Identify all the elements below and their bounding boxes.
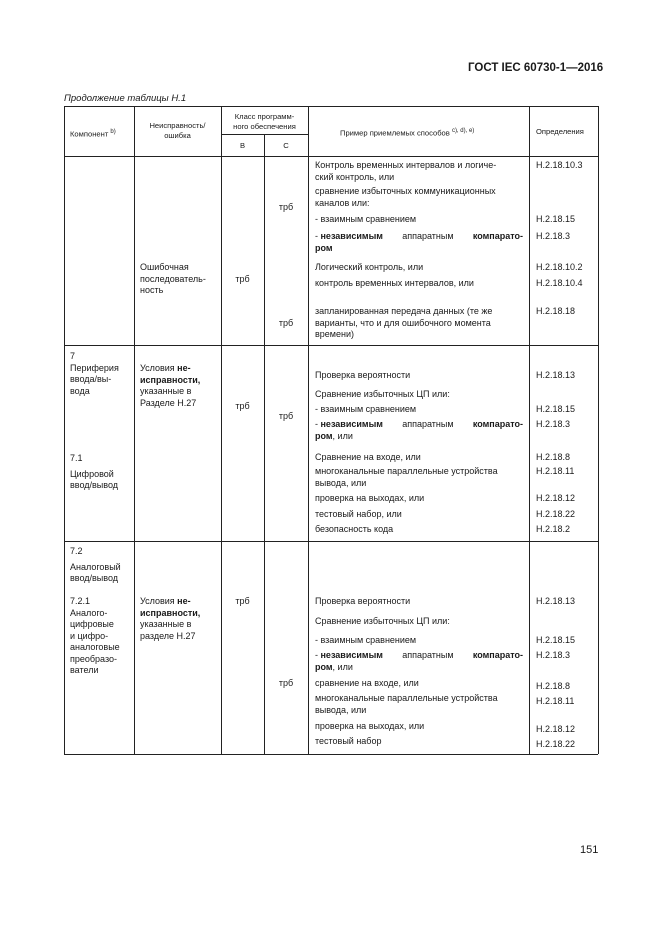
col-header-class-b: B bbox=[239, 141, 246, 150]
block3-example-1: Проверка вероятности bbox=[315, 596, 411, 606]
block2-def-5: Н.2.18.11 bbox=[536, 466, 575, 476]
block2-example-4: - независимым аппаратным компарато- ром, или bbox=[315, 419, 523, 441]
block3-def-2: Н.2.18.15 bbox=[536, 635, 576, 645]
block2-example-5: Сравнение на входе, или bbox=[315, 452, 421, 462]
block2-class-b: трб bbox=[235, 401, 250, 411]
block3-component: 7.2 Аналоговый ввод/вывод bbox=[70, 546, 121, 583]
block1-example-5: Логический контроль, или bbox=[315, 262, 424, 272]
block2-def-6: Н.2.18.12 bbox=[536, 493, 576, 503]
block1-class-c-2: трб bbox=[278, 318, 294, 328]
block2-fault: Условия не- исправности, указанные в Разделе Н.27 bbox=[140, 363, 201, 408]
block1-def-3: Н.2.18.3 bbox=[536, 231, 571, 241]
block2-def-2: Н.2.18.15 bbox=[536, 404, 576, 414]
col-header-class: Класс программ- ного обеспечения bbox=[233, 112, 296, 131]
block2-example-8: тестовый набор, или bbox=[315, 509, 402, 519]
block2-example-2: Сравнение избыточных ЦП или: bbox=[315, 389, 450, 399]
block1-def-4: Н.2.18.10.2 bbox=[536, 262, 583, 272]
block3-example-8: тестовый набор bbox=[315, 736, 382, 746]
block1-def-5: Н.2.18.10.4 bbox=[536, 278, 583, 288]
block2-def-3: Н.2.18.3 bbox=[536, 419, 571, 429]
block2-subcomponent: 7.1 Цифровой ввод/вывод bbox=[70, 453, 119, 490]
block2-example-9: безопасность кода bbox=[315, 524, 394, 534]
table-caption: Продолжение таблицы Н.1 bbox=[64, 93, 187, 104]
block1-example-4: - независимым аппаратным компарато- ром bbox=[315, 231, 523, 253]
block3-example-4: - независимым аппаратным компарато- ром, или bbox=[315, 650, 523, 672]
block2-example-7: проверка на выходах, или bbox=[315, 493, 425, 503]
standard-header: ГОСТ IEC 60730-1—2016 bbox=[468, 62, 604, 74]
block3-example-7: проверка на выходах, или bbox=[315, 721, 425, 731]
block1-class-b: трб bbox=[235, 274, 250, 284]
block3-def-5: Н.2.18.11 bbox=[536, 696, 575, 706]
block1-example-1: Контроль временных интервалов и логиче- ский контроль, или bbox=[315, 160, 497, 182]
block2-example-3: - взаимным сравнением bbox=[315, 404, 417, 414]
block3-class-b: трб bbox=[235, 596, 250, 606]
block2-def-1: Н.2.18.13 bbox=[536, 370, 576, 380]
block3-example-2: Сравнение избыточных ЦП или: bbox=[315, 616, 450, 626]
block1-fault: Ошибочная последователь- ность bbox=[140, 262, 206, 295]
col-header-fault: Неисправность/ ошибка bbox=[149, 121, 206, 140]
col-header-definitions: Определения bbox=[536, 127, 584, 136]
block2-def-7: Н.2.18.22 bbox=[536, 509, 576, 519]
block1-class-c-1: трб bbox=[278, 202, 294, 212]
block2-def-8: Н.2.18.2 bbox=[536, 524, 571, 534]
block1-def-1: Н.2.18.10.3 bbox=[536, 160, 583, 170]
block2-example-1: Проверка вероятности bbox=[315, 370, 411, 380]
block3-example-6: многоканальные параллельные устройства вывода, или bbox=[315, 693, 498, 715]
block3-def-3: Н.2.18.3 bbox=[536, 650, 571, 660]
block3-example-3: - взаимным сравнением bbox=[315, 635, 417, 645]
block3-def-6: Н.2.18.12 bbox=[536, 724, 576, 734]
block3-def-4: Н.2.18.8 bbox=[536, 681, 571, 691]
col-header-component: Компонент $^{b)}$ bbox=[70, 129, 116, 139]
block3-subcomponent: 7.2.1 Аналого- цифровые и цифро- аналоговые преобразо- ватели bbox=[70, 596, 120, 675]
block1-example-7: запланированная передача данных (те же варианты, что и для ошибочного момента времени) bbox=[315, 306, 493, 339]
block1-def-6: Н.2.18.18 bbox=[536, 306, 576, 316]
block3-example-5: сравнение на входе, или bbox=[315, 678, 419, 688]
block3-class-c: трб bbox=[278, 678, 294, 688]
block1-example-2: сравнение избыточных коммуникационных каналов или: bbox=[315, 186, 496, 208]
block3-def-1: Н.2.18.13 bbox=[536, 596, 576, 606]
block2-component: 7 Периферия ввода/вы- вода bbox=[70, 351, 119, 396]
col-header-example: Пример приемлемых способов $^{c), d), e)}$ bbox=[340, 128, 475, 138]
block2-example-6: многоканальные параллельные устройства вывода, или bbox=[315, 466, 498, 488]
block1-def-2: Н.2.18.15 bbox=[536, 214, 576, 224]
block3-fault: Условия не- исправности, указанные в разделе Н.27 bbox=[140, 596, 201, 641]
block1-example-3: - взаимным сравнением bbox=[315, 214, 417, 224]
block1-example-6: контроль временных интервалов, или bbox=[315, 278, 474, 288]
block2-def-4: Н.2.18.8 bbox=[536, 452, 571, 462]
block2-class-c: трб bbox=[278, 411, 294, 421]
page-number: 151 bbox=[580, 844, 599, 856]
block3-def-7: Н.2.18.22 bbox=[536, 739, 576, 749]
col-header-class-c: C bbox=[283, 141, 289, 150]
